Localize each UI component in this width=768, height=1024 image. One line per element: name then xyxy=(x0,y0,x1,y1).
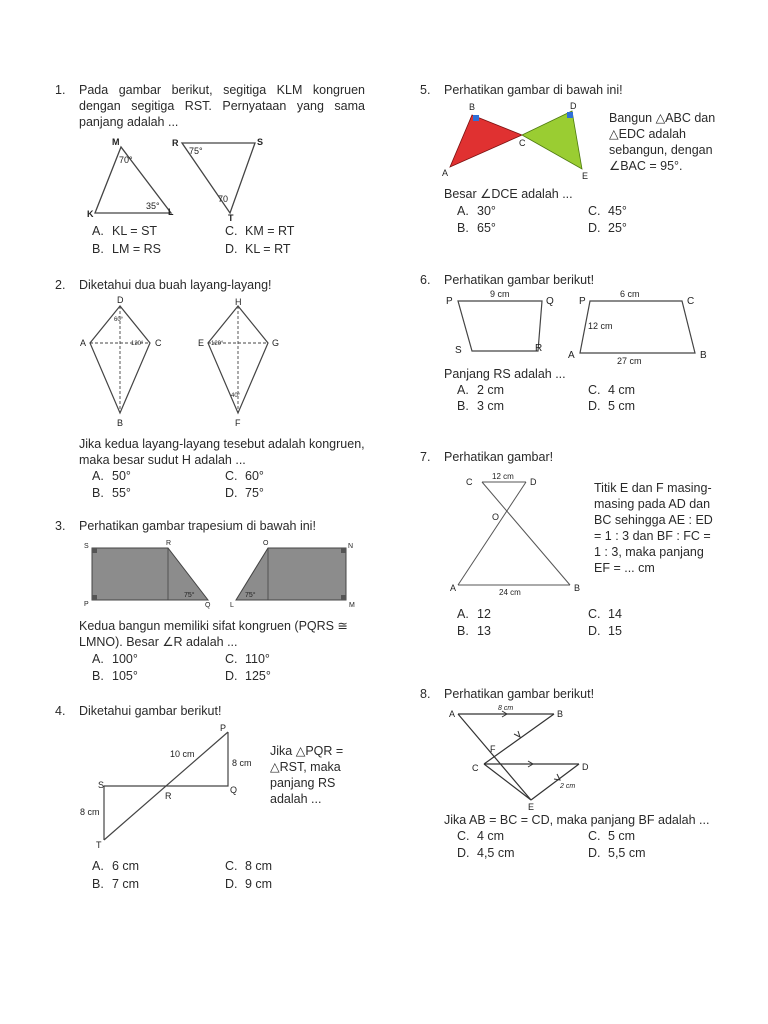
vertex-label-r: R xyxy=(165,791,172,801)
option-text: 15 xyxy=(608,624,622,638)
option-letter: D. xyxy=(225,486,238,500)
vertex-label-o: O xyxy=(492,512,500,522)
vertex-label-p: P xyxy=(84,601,89,608)
option-letter: B. xyxy=(92,242,104,256)
vertex-label-c: C xyxy=(155,338,162,348)
vertex-label-f: F xyxy=(235,418,241,428)
option-c[interactable] xyxy=(588,829,635,843)
option-a[interactable] xyxy=(92,224,157,238)
option-letter: C. xyxy=(588,383,601,397)
option-text: 2 cm xyxy=(477,383,505,397)
option-d[interactable] xyxy=(588,399,635,413)
option-letter: C. xyxy=(225,859,238,873)
question-6-prompt xyxy=(444,366,734,382)
angle-label-t: 70 xyxy=(218,194,229,204)
vertex-label-r: R xyxy=(535,343,543,354)
question-5-prompt xyxy=(444,186,734,202)
vertex-label-n: N xyxy=(348,543,354,550)
vertex-label-e: E xyxy=(528,802,535,812)
length-label-pq: 9 cm xyxy=(490,289,510,299)
vertex-label-m: M xyxy=(112,137,120,147)
length-label-pa: 12 cm xyxy=(588,321,613,331)
question-3-prompt xyxy=(79,618,369,650)
vertex-label-r: R xyxy=(172,138,179,148)
option-b[interactable] xyxy=(92,669,138,683)
option-letter: A. xyxy=(92,859,104,873)
option-letter: B. xyxy=(457,399,469,413)
angle-label-l: 75° xyxy=(245,592,256,599)
vertex-label-c: C xyxy=(687,296,695,307)
option-d[interactable] xyxy=(225,242,291,256)
vertex-label-a: A xyxy=(449,709,456,719)
vertex-label-q: Q xyxy=(546,296,554,307)
question-text: Jika kedua layang-layang tesebut adalah kongruen, maka besar sudut H adalah ... xyxy=(79,437,365,467)
option-text: 100° xyxy=(112,652,138,666)
question-text: Diketahui dua buah layang-layang! xyxy=(79,278,272,292)
option-text: 14 xyxy=(608,607,622,621)
vertex-label-p: P xyxy=(220,723,227,733)
option-a[interactable] xyxy=(92,469,131,483)
option-text: 4,5 cm xyxy=(477,846,515,860)
vertex-label-d: D xyxy=(530,477,537,487)
vertex-label-f: F xyxy=(490,744,496,754)
option-letter: C. xyxy=(225,224,238,238)
option-text: 6 cm xyxy=(112,859,140,873)
crossed-parallel-lines-figure xyxy=(446,468,586,598)
option-text: 7 cm xyxy=(112,877,140,891)
option-letter: C. xyxy=(588,829,601,843)
option-letter: B. xyxy=(92,877,104,891)
option-c[interactable] xyxy=(588,383,635,397)
option-a[interactable] xyxy=(92,652,138,666)
vertex-label-a: A xyxy=(450,583,457,593)
question-number: 4. xyxy=(55,704,66,718)
option-text: 110° xyxy=(245,652,270,666)
option-text: 5 cm xyxy=(608,829,636,843)
option-letter: C. xyxy=(457,829,470,843)
vertex-label-d: D xyxy=(570,101,577,111)
question-text: Pada gambar berikut, segitiga KLM kongruen dengan segitiga RST. Pernyataan yang sama panjang adalah ... xyxy=(79,83,365,129)
triangles-klm-rst-figure xyxy=(85,135,275,225)
option-text: 105° xyxy=(112,669,138,683)
vertex-label-s: S xyxy=(455,345,462,356)
question-number: 8. xyxy=(420,687,431,701)
kites-figure xyxy=(78,293,298,433)
question-text: Kedua bangun memiliki sifat kongruen (PQRS ≅ LMNO). Besar ∠R adalah ... xyxy=(79,619,348,649)
vertex-label-b: B xyxy=(117,418,124,428)
option-text: 75° xyxy=(245,486,264,500)
option-text: 12 xyxy=(477,607,491,621)
length-label-pq: 8 cm xyxy=(232,758,252,768)
question-8-prompt xyxy=(444,812,744,828)
question-2-prompt xyxy=(79,436,369,468)
question-text: Perhatikan gambar berikut! xyxy=(444,273,595,287)
length-label-ab: 27 cm xyxy=(617,356,642,366)
option-letter: A. xyxy=(457,383,469,397)
option-text: 125° xyxy=(245,669,271,683)
length-label-st: 8 cm xyxy=(80,807,100,817)
vertex-label-b: B xyxy=(469,102,476,112)
option-letter: D. xyxy=(225,877,238,891)
option-text: KL = RT xyxy=(245,242,291,256)
option-letter: D. xyxy=(588,624,601,638)
option-a[interactable] xyxy=(457,204,496,218)
option-text: 50° xyxy=(112,469,131,483)
length-label-de: 2 cm xyxy=(560,783,576,790)
question-text: Perhatikan gambar di bawah ini! xyxy=(444,83,623,97)
option-letter: D. xyxy=(225,669,238,683)
option-text: 8 cm xyxy=(245,859,273,873)
option-text: 30° xyxy=(477,204,496,218)
vertex-label-b: B xyxy=(574,583,581,593)
option-letter: A. xyxy=(92,469,104,483)
option-c[interactable] xyxy=(225,224,294,238)
option-d[interactable] xyxy=(588,846,646,860)
option-letter: D. xyxy=(588,846,601,860)
vertex-label-l: L xyxy=(230,602,234,609)
option-c[interactable] xyxy=(225,652,270,666)
vertex-label-e: E xyxy=(582,171,589,181)
vertex-label-a: A xyxy=(80,338,87,348)
vertex-label-d: D xyxy=(117,295,124,305)
question-number: 7. xyxy=(420,450,431,464)
question-number: 3. xyxy=(55,519,66,533)
vertex-label-b: B xyxy=(557,709,564,719)
vertex-label-q: Q xyxy=(230,785,238,795)
vertex-label-e: E xyxy=(198,338,205,348)
vertex-label-t: T xyxy=(228,213,234,223)
option-c[interactable] xyxy=(225,859,272,873)
vertex-label-d: D xyxy=(582,762,589,772)
option-text: 65° xyxy=(477,221,496,235)
vertex-label-g: G xyxy=(272,338,280,348)
option-a[interactable] xyxy=(457,383,504,397)
vertex-label-c: C xyxy=(519,138,526,148)
option-letter: D. xyxy=(225,242,238,256)
question-text: Jika AB = BC = CD, maka panjang BF adalah ... xyxy=(444,813,710,827)
question-number: 1. xyxy=(55,83,66,97)
option-letter: B. xyxy=(92,669,104,683)
length-label-cd: 12 cm xyxy=(492,472,514,481)
option-b[interactable] xyxy=(457,399,504,413)
option-text: 4 cm xyxy=(608,383,636,397)
option-d[interactable] xyxy=(225,669,271,683)
question-number: 6. xyxy=(420,273,431,287)
question-text: Perhatikan gambar! xyxy=(444,450,554,464)
question-number: 5. xyxy=(420,83,431,97)
option-letter: A. xyxy=(457,204,469,218)
vertex-label-o: O xyxy=(263,540,269,547)
option-text: 45° xyxy=(608,204,627,218)
question-7-side-text: Titik E dan F masing-masing pada AD dan BC sehingga AE : ED = 1 : 3 dan BF : FC = 1 : 3, maka panjang EF = ... cm xyxy=(594,481,713,575)
crossed-triangles-figure xyxy=(80,722,260,852)
question-text: Perhatikan gambar berikut! xyxy=(444,687,595,701)
option-text: 55° xyxy=(112,486,131,500)
vertex-label-a: A xyxy=(442,168,449,178)
option-c[interactable] xyxy=(457,829,504,843)
vertex-label-s: S xyxy=(257,137,264,147)
option-text: 3 cm xyxy=(477,399,505,413)
option-letter: C. xyxy=(225,652,238,666)
question-text: Besar ∠DCE adalah ... xyxy=(444,187,573,201)
option-letter: B. xyxy=(457,624,469,638)
question-text: Panjang RS adalah ... xyxy=(444,367,566,381)
vertex-label-s: S xyxy=(98,780,105,790)
option-letter: C. xyxy=(588,204,601,218)
angle-label-q: 75° xyxy=(184,592,195,599)
vertex-label-s: S xyxy=(84,543,89,550)
angle-label-c: 120° xyxy=(131,341,144,347)
angle-label-d: 60° xyxy=(114,317,124,323)
vertex-label-r: R xyxy=(166,540,172,547)
question-text: Perhatikan gambar trapesium di bawah ini! xyxy=(79,519,316,533)
vertex-label-c: C xyxy=(466,477,473,487)
option-text: 5 cm xyxy=(608,399,636,413)
vertex-label-h: H xyxy=(235,297,242,307)
option-letter: A. xyxy=(92,224,104,238)
trapezoids-figure xyxy=(84,538,364,610)
length-label-pr: 10 cm xyxy=(170,749,195,759)
length-label-ab: 24 cm xyxy=(499,588,521,597)
option-d[interactable] xyxy=(588,624,622,638)
option-d[interactable] xyxy=(225,877,272,891)
question-number: 2. xyxy=(55,278,66,292)
angle-label-l: 35° xyxy=(146,201,160,211)
option-text: KL = ST xyxy=(112,224,158,238)
option-text: 4 cm xyxy=(477,829,505,843)
bowtie-triangles-figure xyxy=(442,99,607,181)
similar-trapezoids-figure xyxy=(442,285,727,370)
option-c[interactable] xyxy=(225,469,264,483)
option-letter: A. xyxy=(457,607,469,621)
angle-label-e: 120° xyxy=(211,341,224,347)
option-text: 9 cm xyxy=(245,877,273,891)
angle-label-f: 40° xyxy=(231,393,241,399)
option-d[interactable] xyxy=(588,221,627,235)
vertex-label-l: L xyxy=(168,207,174,217)
option-text: 13 xyxy=(477,624,491,638)
option-c[interactable] xyxy=(588,607,622,621)
question-4-side-text: Jika △PQR = △RST, maka panjang RS adalah ... xyxy=(270,744,344,806)
vertex-label-m: M xyxy=(349,602,355,609)
angle-label-m: 70° xyxy=(119,155,133,165)
vertex-label-p: P xyxy=(446,296,453,307)
option-text: KM = RT xyxy=(245,224,295,238)
option-a[interactable] xyxy=(92,859,139,873)
option-a[interactable] xyxy=(457,607,491,621)
option-text: LM = RS xyxy=(112,242,161,256)
question-5-side-text: Bangun △ABC dan △EDC adalah sebangun, dengan ∠BAC = 95°. xyxy=(609,111,716,173)
vertex-label-q: Q xyxy=(205,602,211,609)
option-letter: B. xyxy=(457,221,469,235)
angle-label-r: 75° xyxy=(189,146,203,156)
vertex-label-b: B xyxy=(700,350,707,361)
option-letter: A. xyxy=(92,652,104,666)
parallel-segments-figure xyxy=(444,700,604,812)
vertex-label-k: K xyxy=(87,209,94,219)
option-letter: D. xyxy=(457,846,470,860)
option-b[interactable] xyxy=(457,624,491,638)
option-text: 5,5 cm xyxy=(608,846,646,860)
option-b[interactable] xyxy=(92,242,161,256)
vertex-label-p2: P xyxy=(579,296,586,307)
vertex-label-c: C xyxy=(472,763,479,773)
option-b[interactable] xyxy=(457,221,496,235)
length-label-ab: 8 cm xyxy=(498,705,514,712)
option-d[interactable] xyxy=(457,846,515,860)
option-letter: D. xyxy=(588,399,601,413)
option-text: 25° xyxy=(608,221,627,235)
option-d[interactable] xyxy=(225,486,264,500)
option-b[interactable] xyxy=(92,486,131,500)
option-text: 60° xyxy=(245,469,264,483)
question-text: Diketahui gambar berikut! xyxy=(79,704,222,718)
vertex-label-t: T xyxy=(96,840,102,850)
option-letter: B. xyxy=(92,486,104,500)
option-letter: C. xyxy=(225,469,238,483)
option-c[interactable] xyxy=(588,204,627,218)
option-letter: D. xyxy=(588,221,601,235)
option-letter: C. xyxy=(588,607,601,621)
option-b[interactable] xyxy=(92,877,139,891)
vertex-label-a: A xyxy=(568,350,575,361)
length-label-pc: 6 cm xyxy=(620,289,640,299)
